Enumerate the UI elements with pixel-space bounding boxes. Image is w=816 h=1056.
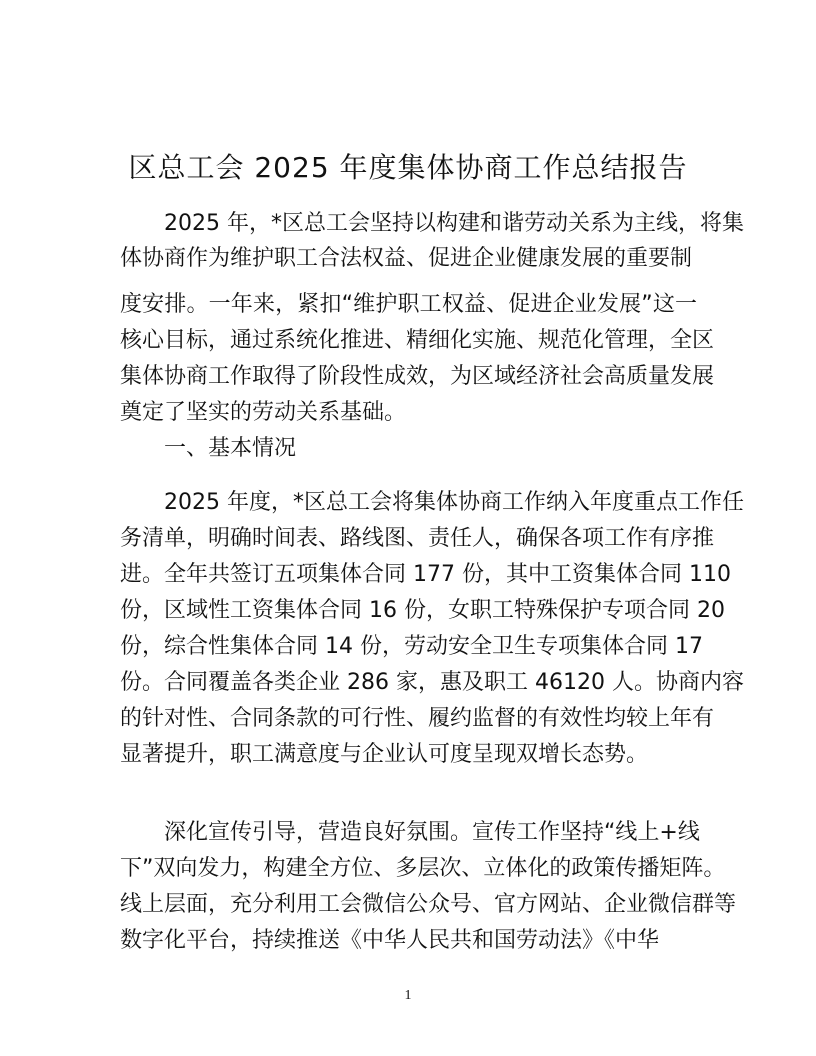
text-line: 2025 年度，*区总工会将集体协商工作纳入年度重点工作任 <box>164 490 744 515</box>
text-line: 务清单，明确时间表、路线图、责任人，确保各项工作有序推 <box>120 526 715 551</box>
text-line: 集体协商工作取得了阶段性成效，为区域经济社会高质量发展 <box>120 364 715 389</box>
text-line: 深化宣传引导，营造良好氛围。宣传工作坚持“线上+线 <box>164 820 700 845</box>
text-line: 显著提升，职工满意度与企业认可度呈现双增长态势。 <box>120 742 649 767</box>
page-number: 1 <box>404 988 412 1003</box>
text-line: 份，区域性工资集体合同 16 份，女职工特殊保护专项合同 20 <box>120 598 725 623</box>
text-line: 下”双向发力，构建全方位、多层次、立体化的政策传播矩阵。 <box>120 856 726 881</box>
document-title: 区总工会 2025 年度集体协商工作总结报告 <box>128 151 688 184</box>
section-heading: 一、基本情况 <box>164 436 297 461</box>
text-line: 份，综合性集体合同 14 份，劳动安全卫生专项集体合同 17 <box>120 634 703 659</box>
text-line: 核心目标，通过系统化推进、精细化实施、规范化管理，全区 <box>120 328 715 353</box>
text-line: 份。合同覆盖各类企业 286 家，惠及职工 46120 人。协商内容 <box>120 670 744 695</box>
text-line: 体协商作为维护职工合法权益、促进企业健康发展的重要制 <box>120 246 693 271</box>
text-line: 数字化平台，持续推送《中华人民共和国劳动法》《中华 <box>120 928 660 953</box>
text-line: 度安排。一年来，紧扣“维护职工权益、促进企业发展”这一 <box>120 292 697 317</box>
text-line: 线上层面，充分利用工会微信公众号、官方网站、企业微信群等 <box>120 892 737 917</box>
text-line: 进。全年共签订五项集体合同 177 份，其中工资集体合同 110 <box>120 562 731 587</box>
text-line: 奠定了坚实的劳动关系基础。 <box>120 400 407 425</box>
text-line: 的针对性、合同条款的可行性、履约监督的有效性均较上年有 <box>120 706 715 731</box>
text-line: 2025 年，*区总工会坚持以构建和谐劳动关系为主线，将集 <box>164 211 744 236</box>
